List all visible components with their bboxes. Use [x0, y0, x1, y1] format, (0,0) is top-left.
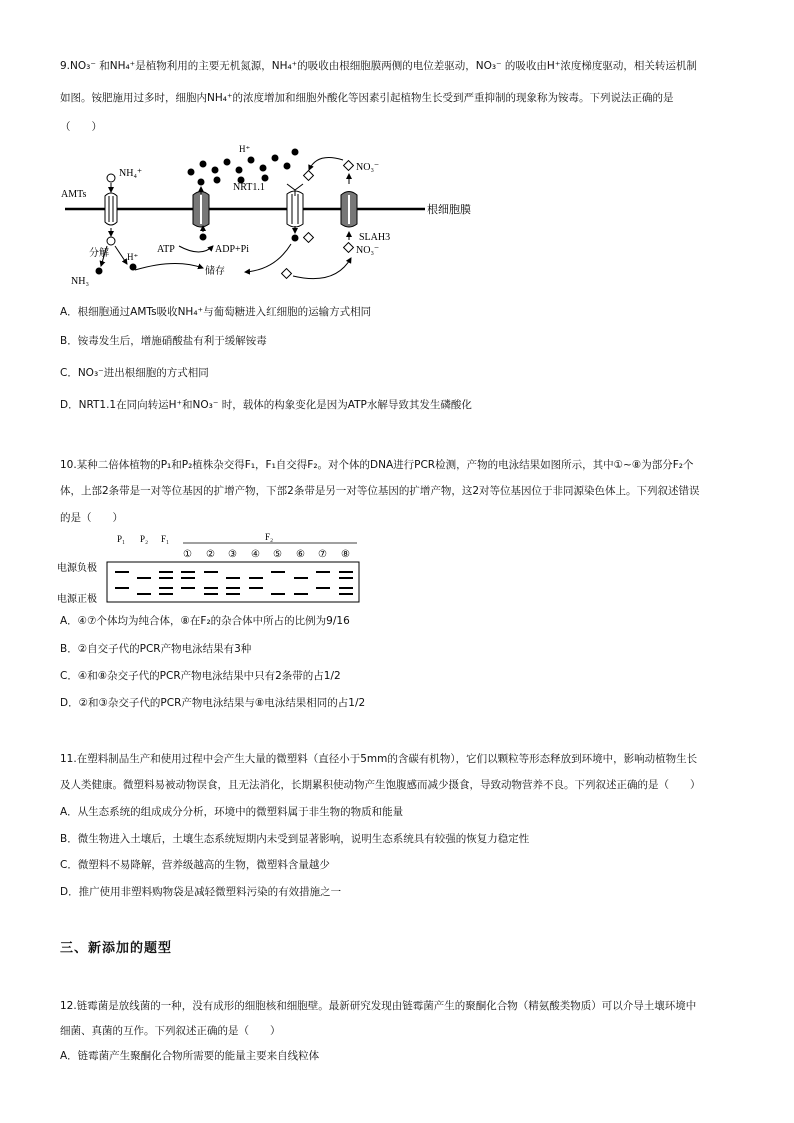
gel-header-p2: P₂	[140, 534, 149, 544]
q10-stem-line2: 体，上部2条带是一对等位基因的扩增产物，下部2条带是另一对等位基因的扩增产物，这2对等位基因位于非同源染色体上。下列叙述错误	[60, 485, 700, 497]
gel-frame	[107, 562, 359, 602]
q12-stem-line2: 细菌、真菌的互作。下列叙述正确的是（ ）	[60, 1025, 281, 1037]
q9-answer-paren: （ ）	[60, 121, 102, 133]
atp-label: ATP	[157, 244, 175, 255]
q11-stem-line1: 11.在塑料制品生产和使用过程中会产生大量的微塑料（直径小于5mm的含碳有机物），它们以颗粒等形态释放到环境中，影响动植物生长	[60, 753, 698, 765]
q11-option-b: B．微生物进入土壤后，土壤生态系统短期内未受到显著影响，说明生态系统具有较强的恢复力稳定性	[60, 833, 530, 845]
gel-positive-label: 电源正极	[57, 594, 97, 605]
q10-stem-line3: 的是（ ）	[60, 512, 123, 524]
hplus-top-label: H⁺	[239, 144, 251, 154]
lane-8: ⑧	[341, 549, 350, 560]
proton-pump	[193, 192, 209, 228]
nh4-label: NH₄⁺	[119, 168, 143, 179]
q11-stem-line2: 及人类健康。微塑料易被动物误食，且无法消化，长期累积使动物产生饱腹感而减少摄食，导致动物营养不良。下列叙述正确的是（ ）	[60, 779, 701, 791]
amts-channel	[105, 193, 117, 225]
no3-bottom-label: NO₃⁻	[356, 245, 380, 256]
membrane-label: 根细胞膜	[427, 204, 471, 216]
gel-header-f2: F₂	[265, 532, 274, 542]
lane-6: ⑥	[296, 549, 305, 560]
q11-option-d: D．推广使用非塑料购物袋是减轻微塑料污染的有效措施之一	[60, 886, 342, 898]
q10-option-d: D．②和③杂交子代的PCR产物电泳结果与⑧电泳结果相同的占1/2	[60, 697, 366, 709]
amts-label: AMTs	[61, 189, 87, 200]
q11-option-a: A．从生态系统的组成成分分析，环境中的微塑料属于非生物的物质和能量	[60, 806, 404, 818]
nrt11-label: NRT1.1	[233, 182, 265, 193]
section-heading: 三、新添加的题型	[60, 941, 173, 956]
slah3-label: SLAH3	[359, 232, 391, 243]
q10-option-c: C．④和⑧杂交子代的PCR产物电泳结果中只有2条带的占1/2	[60, 670, 341, 682]
hplus-bottom-label: H⁺	[127, 252, 139, 262]
q9-option-c: C．NO₃⁻进出根细胞的方式相同	[60, 367, 209, 379]
gel-lane-numbers	[183, 549, 350, 560]
q11-option-c: C．微塑料不易降解，营养级越高的生物，微塑料含量越少	[60, 859, 330, 871]
lane-3: ③	[228, 549, 237, 560]
q9-option-a: A．根细胞通过AMTs吸收NH₄⁺与葡萄糖进入红细胞的运输方式相同	[60, 306, 372, 318]
nh4-circle-bottom	[107, 237, 115, 245]
q12-option-a: A．链霉菌产生聚酮化合物所需要的能量主要来自线粒体	[60, 1050, 320, 1062]
q12-stem-line1: 12.链霉菌是放线菌的一种，没有成形的细胞核和细胞壁。最新研究发现由链霉菌产生的聚酮化合物（精氨酸类物质）可以介导土壤环境中	[60, 1000, 697, 1012]
lane-5: ⑤	[273, 549, 282, 560]
slah3-channel	[341, 192, 357, 228]
adp-label: ADP+Pi	[215, 244, 249, 255]
lane-2: ②	[206, 549, 215, 560]
q10-option-b: B．②自交子代的PCR产物电泳结果有3种	[60, 643, 252, 655]
q10-stem-line1: 10.某种二倍体植物的P₁和P₂植株杂交得F₁，F₁自交得F₂。对个体的DNA进行PCR检测，产物的电泳结果如图所示，其中①~⑧为部分F₂个	[60, 459, 694, 471]
q10-electrophoresis-gel	[55, 530, 365, 608]
lane-7: ⑦	[318, 549, 327, 560]
nrt11-transporter	[287, 191, 303, 227]
no3-top-label: NO₃⁻	[356, 162, 380, 173]
gel-header-p1: P₁	[117, 534, 126, 544]
q9-stem-line1: 9.NO₃⁻ 和NH₄⁺是植物利用的主要无机氮源，NH₄⁺的吸收由根细胞膜两侧的电位差驱动，NO₃⁻ 的吸收由H⁺浓度梯度驱动，相关转运机制	[60, 60, 697, 72]
nh3-label: NH₃	[71, 276, 89, 287]
q9-option-d: D．NRT1.1在同向转运H⁺和NO₃⁻ 时，载体的构象变化是因为ATP水解导致其发生磷酸化	[60, 399, 472, 411]
lane-1: ①	[183, 549, 192, 560]
lane-4: ④	[251, 549, 260, 560]
q9-stem-line2: 如图。铵肥施用过多时，细胞内NH₄⁺的浓度增加和细胞外酸化等因素引起植物生长受到严重抑制的现象称为铵毒。下列说法正确的是	[60, 92, 674, 104]
chucun-label: 储存	[205, 266, 225, 277]
gel-header-f1: F₁	[161, 534, 170, 544]
fenjie-label: 分解	[89, 248, 109, 259]
q9-transport-diagram	[55, 140, 495, 290]
q10-option-a: A．④⑦个体均为纯合体，⑧在F₂的杂合体中所占的比例为9/16	[60, 615, 350, 627]
gel-negative-label: 电源负极	[57, 563, 97, 574]
nh4-circle-top	[107, 174, 115, 182]
q9-option-b: B．铵毒发生后，增施硝酸盐有利于缓解铵毒	[60, 335, 267, 347]
